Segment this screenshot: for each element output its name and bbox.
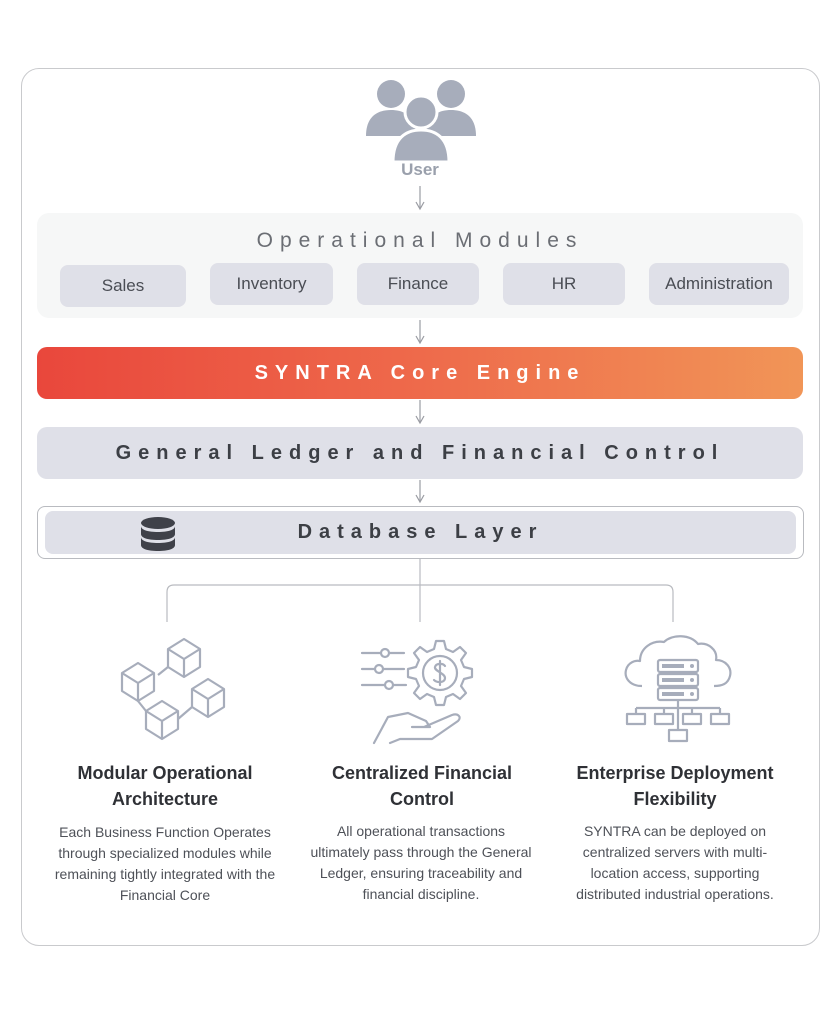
- module-sales[interactable]: Sales: [60, 265, 186, 307]
- module-administration[interactable]: Administration: [649, 263, 789, 305]
- feature-title-financial: Centralized Financial Control: [331, 763, 513, 809]
- operational-modules-title: Operational Modules: [256, 229, 584, 252]
- operational-modules-panel: [37, 213, 803, 318]
- cloud-server-network-icon: [618, 632, 738, 748]
- module-inventory[interactable]: Inventory: [210, 263, 333, 305]
- database-layer: [37, 506, 804, 559]
- database-layer-bar: [45, 511, 796, 554]
- database-label: Database Layer: [297, 521, 544, 543]
- module-finance[interactable]: Finance: [357, 263, 479, 305]
- feature-title-modular: Modular Operational Architecture: [77, 763, 253, 809]
- feature-desc-modular: Each Business Function Operates through specialized modules while remaining tightly integrated with the Financial Core: [54, 824, 276, 903]
- module-hr[interactable]: HR: [503, 263, 625, 305]
- users-group-icon: [366, 74, 476, 164]
- core-engine-bar: SYNTRA Core Engine: [37, 347, 803, 399]
- user-label: User: [401, 160, 439, 179]
- feature-title-deployment: Enterprise Deployment Flexibility: [576, 763, 774, 809]
- feature-desc-financial: All operational transactions ultimately pass through the General Ledger, ensuring traceability and financial discipline.: [310, 823, 532, 902]
- modular-cubes-icon: [118, 635, 230, 747]
- general-ledger-bar: General Ledger and Financial Control: [37, 427, 803, 479]
- financial-gear-hand-icon: [360, 635, 480, 747]
- feature-desc-deployment: SYNTRA can be deployed on centralized servers with multi-location access, supporting distributed industrial operations.: [576, 823, 774, 902]
- database-icon: [140, 517, 176, 551]
